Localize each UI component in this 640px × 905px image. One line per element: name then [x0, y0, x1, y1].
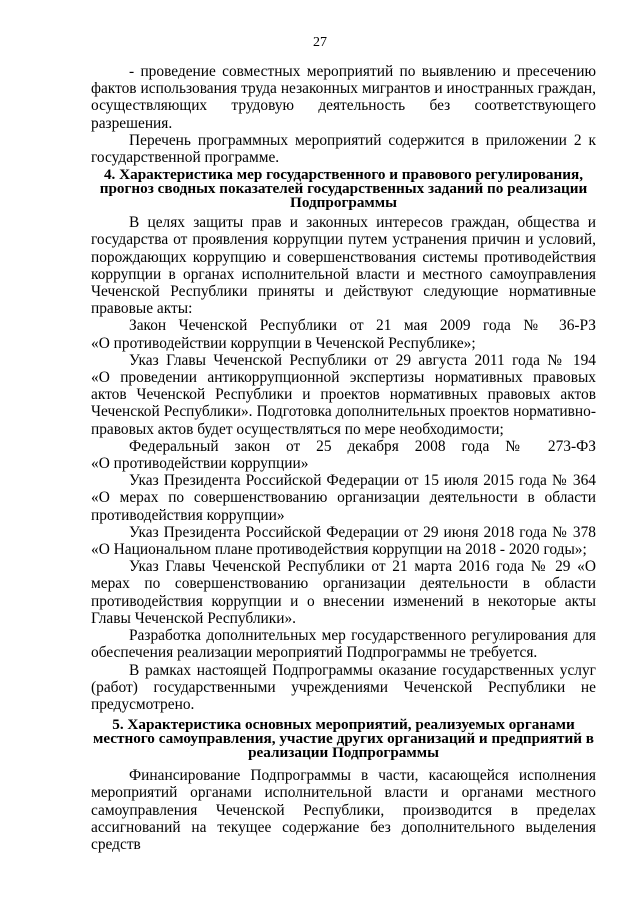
paragraph-joint-measures: - проведение совместных мероприятий по выявлению и пресечению фактов использования труда незаконных мигрантов и иностранных граждан, осуществляющих трудовую деятельность без соответствующего разрешения. [91, 63, 596, 132]
page-number: 27 [313, 35, 327, 50]
normative-act-item [91, 352, 596, 438]
normative-act-item [91, 524, 596, 558]
normative-act-item [91, 438, 596, 472]
normative-act-title: Указ Президента Российской Федерации от 29 июня 2018 года № 378 [129, 523, 596, 541]
normative-act-item [91, 472, 596, 524]
section-4-heading [91, 168, 596, 210]
section-5-heading-line: местного самоуправления, участие других организаций и предприятий в [92, 730, 595, 748]
paragraph-intro-normative-acts: В целях защиты прав и законных интересов граждан, общества и государства от проявления коррупции путем устранения причин и условий, порождающих коррупцию и совершенствования системы противодействия коррупции в органах исполнительной власти и местного самоуправления Чеченской Республики приняты и действуют следующие нормативные правовые акты: [91, 214, 596, 318]
section-4-heading-line: прогноз сводных показателей государственных заданий по реализации [99, 180, 588, 198]
normative-act-description: «О Национальном плане противодействия коррупции на 2018 - 2020 годы»; [91, 541, 587, 559]
normative-act-title: Указ Главы Чеченской Республики от 29 августа 2011 года № 194 [129, 351, 596, 369]
normative-act-description: «О противодействии коррупции в Чеченской Республике»; [91, 334, 476, 352]
normative-act-description: «О мерах по совершенствованию организации деятельности в области противодействия коррупции» [91, 489, 596, 524]
paragraph-no-additional-measures: Разработка дополнительных мер государственного регулирования для обеспечения реализации мероприятий Подпрограммы не требуется. [91, 627, 596, 662]
section-4-heading-line: 4. Характеристика мер государственного и правового регулирования, [103, 166, 584, 184]
paragraph-decree-2016: Указ Главы Чеченской Республики от 21 марта 2016 года № 29 «О мерах по совершенствованию организации деятельности в области противодействия коррупции и о внесении изменений в некоторые акты Главы Чеченской Республики». [91, 558, 596, 627]
normative-act-title: Закон Чеченской Республики от 21 мая 2009 года № 36-РЗ [129, 317, 596, 335]
normative-act-description: «О проведении антикоррупционной экспертизы нормативных правовых актов Чеченской Республики и проектов нормативных правовых актов Чеченской Республики». Подготовка дополнительных проектов нормативно-правовых актов будет осуществляться по мере необходимости; [91, 369, 596, 438]
section-4-heading-line: Подпрограммы [290, 194, 397, 212]
normative-act-description: «О противодействии коррупции» [91, 455, 309, 473]
normative-act-item [91, 317, 596, 351]
normative-act-title: Указ Президента Российской Федерации от 15 июля 2015 года № 364 [129, 472, 596, 490]
section-5-heading-line: 5. Характеристика основных мероприятий, реализуемых органами [112, 716, 575, 734]
section-5-heading [91, 718, 596, 760]
normative-act-title: Федеральный закон от 25 декабря 2008 года № 273-ФЗ [129, 437, 596, 455]
section-5-heading-line: реализации Подпрограммы [248, 744, 439, 762]
paragraph-no-state-services: В рамках настоящей Подпрограммы оказание государственных услуг (работ) государственными учреждениями Чеченской Республики не предусмотрено. [91, 661, 596, 713]
paragraph-program-list: Перечень программных мероприятий содержится в приложении 2 к государственной программе. [91, 131, 596, 167]
paragraph-financing: Финансирование Подпрограммы в части, касающейся исполнения мероприятий органами исполнительной власти и органами местного самоуправления Чеченской Республики, производится в пределах ассигнований на текущее содержание без дополнительного выделения средств [91, 767, 596, 853]
page-body [91, 63, 596, 853]
